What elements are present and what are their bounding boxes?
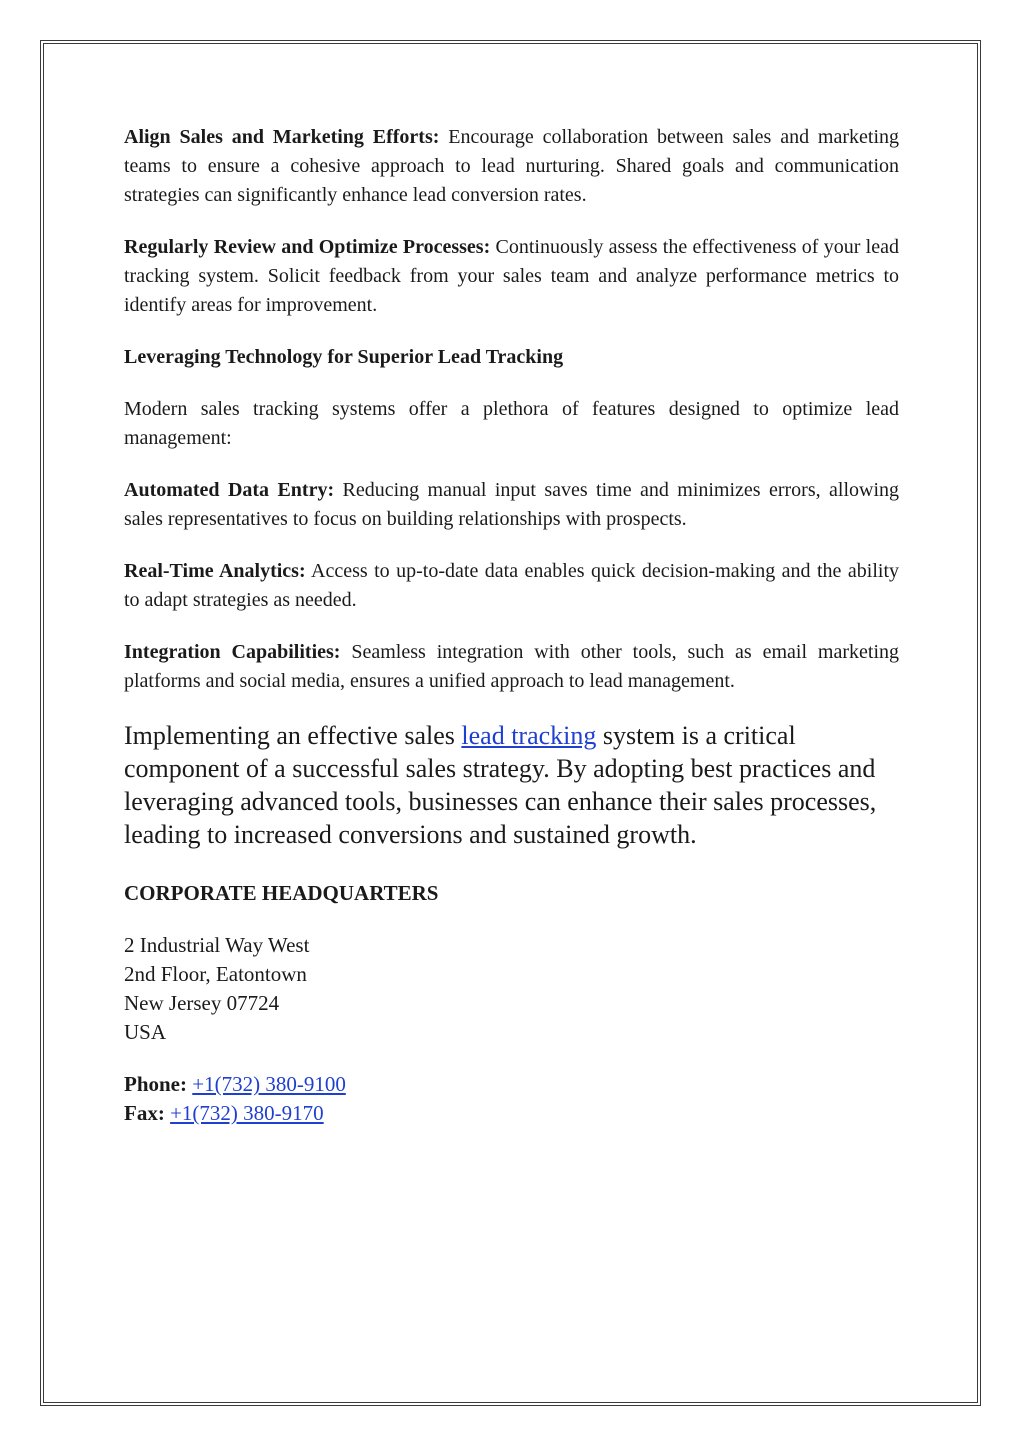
fax-row	[124, 1099, 899, 1128]
conclusion-before: Implementing an effective sales	[124, 721, 462, 750]
address-line: USA	[124, 1020, 167, 1044]
headquarters-title: CORPORATE HEADQUARTERS	[124, 881, 439, 905]
align-title: Align Sales and Marketing Efforts:	[124, 126, 440, 148]
review-title: Regularly Review and Optimize Processes:	[124, 236, 491, 258]
document-content	[124, 123, 899, 1128]
phone-label: Phone:	[124, 1072, 187, 1096]
address-line: 2 Industrial Way West	[124, 933, 310, 957]
integration-title: Integration Capabilities:	[124, 641, 341, 663]
align-paragraph	[124, 123, 899, 210]
tech-intro: Modern sales tracking systems offer a plethora of features designed to optimize lead management:	[124, 398, 899, 449]
review-paragraph	[124, 233, 899, 320]
align-body: Encourage collaboration between sales and marketing teams to ensure a cohesive approach to lead nurturing. Shared goals and communication strategies can significantly enhance lead conversion rates.	[124, 126, 900, 206]
headquarters-address	[124, 931, 899, 1047]
address-line: New Jersey 07724	[124, 991, 280, 1015]
realtime-paragraph	[124, 557, 899, 615]
review-body: Continuously assess the effectiveness of your lead tracking system. Solicit feedback from your sales team and analyze performance metrics to identify areas for improvement.	[124, 236, 899, 316]
integration-body: Seamless integration with other tools, such as email marketing platforms and social media, ensures a unified approach to lead management.	[124, 641, 900, 692]
contact-block	[124, 1070, 899, 1128]
address-line: 2nd Floor, Eatontown	[124, 962, 307, 986]
tech-heading: Leveraging Technology for Superior Lead Tracking	[124, 346, 564, 368]
automated-paragraph	[124, 476, 899, 534]
phone-row	[124, 1070, 899, 1099]
fax-link[interactable]: +1(732) 380-9170	[170, 1101, 324, 1125]
lead-tracking-link[interactable]: lead tracking	[461, 721, 597, 750]
automated-body: Reducing manual input saves time and minimizes errors, allowing sales representatives to focus on building relationships with prospects.	[124, 479, 900, 530]
fax-label: Fax:	[124, 1101, 165, 1125]
integration-paragraph	[124, 638, 899, 696]
conclusion-after: system is a critical component of a successful sales strategy. By adopting best practices and leveraging advanced tools, businesses can enhance their sales processes, leading to increased conversions and sustained growth.	[124, 721, 877, 849]
realtime-title: Real-Time Analytics:	[124, 560, 306, 582]
realtime-body: Access to up-to-date data enables quick decision-making and the ability to adapt strategies as needed.	[124, 560, 899, 611]
phone-link[interactable]: +1(732) 380-9100	[192, 1072, 346, 1096]
automated-title: Automated Data Entry:	[124, 479, 335, 501]
conclusion-paragraph	[124, 719, 899, 851]
